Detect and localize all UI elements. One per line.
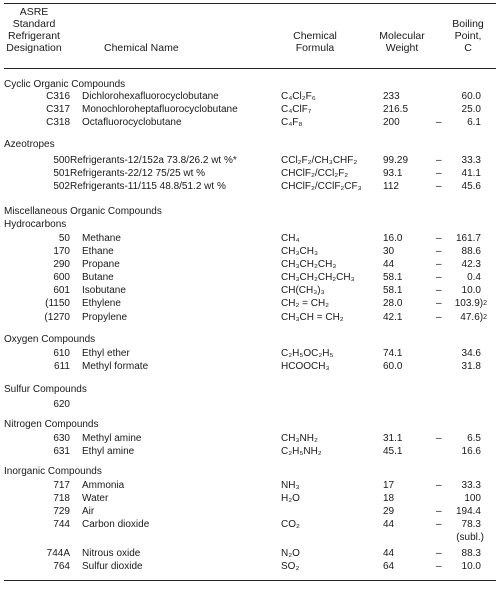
formula: CH₃CH = CH₂: [281, 312, 344, 323]
chemical-name: Nitrous oxide: [82, 548, 141, 559]
designation: 729: [53, 506, 70, 517]
section-sulfur: Sulfur Compounds: [4, 384, 87, 395]
molecular-weight: 28.0: [383, 298, 403, 309]
chemical-name: Refrigerants-22/12 75/25 wt %: [70, 168, 206, 179]
minus-sign: –: [436, 433, 442, 444]
boiling-point: 6.5: [467, 433, 481, 444]
minus-sign: –: [436, 168, 442, 179]
boiling-point: 16.6: [461, 446, 481, 457]
table-row: [0, 561, 500, 573]
chemical-name: Propane: [82, 259, 120, 270]
table-row: [0, 519, 500, 531]
boiling-point: 78.3: [461, 519, 481, 530]
molecular-weight: 200: [383, 117, 400, 128]
chemical-name: Refrigerants-12/152a 73.8/26.2 wt %*: [70, 155, 237, 166]
boiling-point: 88.6: [461, 246, 481, 257]
molecular-weight: 74.1: [383, 348, 403, 359]
molecular-weight: 93.1: [383, 168, 403, 179]
section-hydrocarbons: Hydrocarbons: [4, 219, 67, 230]
sublimation-note: (subl.): [456, 532, 484, 543]
formula: CH(CH₃)₃: [281, 285, 325, 296]
table-row: [0, 104, 500, 116]
molecular-weight: 99.29: [383, 155, 409, 166]
minus-sign: –: [436, 117, 442, 128]
minus-sign: –: [436, 312, 442, 323]
designation: C316: [46, 91, 70, 102]
molecular-weight: 29: [383, 506, 395, 517]
table-row: [0, 361, 500, 373]
designation: 170: [53, 246, 70, 257]
table-row: [0, 298, 500, 310]
boiling-point: 103.9)$^2$: [454, 298, 487, 309]
designation: 717: [53, 480, 70, 491]
formula: CH₄: [281, 233, 300, 244]
section-azeotropes: Azeotropes: [4, 139, 55, 150]
molecular-weight: 18: [383, 493, 395, 504]
boiling-point: 0.4: [467, 272, 481, 283]
boiling-point: 88.3: [461, 548, 481, 559]
boiling-point: 60.0: [461, 91, 481, 102]
formula: N₂O: [281, 548, 300, 559]
molecular-weight: 30: [383, 246, 395, 257]
table-row: [0, 272, 500, 284]
designation: (1150: [45, 298, 70, 309]
chemical-name: Methane: [82, 233, 121, 244]
boiling-point: 33.3: [461, 155, 481, 166]
table-row: [0, 548, 500, 560]
chemical-name: Butane: [82, 272, 114, 283]
molecular-weight: 42.1: [383, 312, 403, 323]
table-row: [0, 399, 500, 411]
chemical-name: Refrigerants-11/115 48.8/51.2 wt %: [70, 181, 226, 192]
designation: 764: [53, 561, 70, 572]
table-row: [0, 168, 500, 180]
minus-sign: –: [436, 272, 442, 283]
boiling-point: 100: [464, 493, 481, 504]
designation: (1270: [44, 312, 70, 323]
formula: C₄Cl₂F₆: [281, 91, 316, 102]
designation: 744A: [46, 548, 70, 559]
designation: 50: [58, 233, 70, 244]
chemical-name: Methyl formate: [82, 361, 149, 372]
header-formula: Chemical Formula: [293, 30, 337, 54]
section-oxygen: Oxygen Compounds: [4, 334, 96, 345]
minus-sign: –: [436, 285, 442, 296]
chemical-name: Sulfur dioxide: [82, 561, 143, 572]
formula: CH₃CH₃: [281, 246, 319, 257]
formula: C₂H₅NH₂: [281, 446, 322, 457]
molecular-weight: 16.0: [383, 233, 403, 244]
formula: CH₂ = CH₂: [281, 298, 330, 309]
section-nitrogen: Nitrogen Compounds: [4, 419, 99, 430]
boiling-point: 194.4: [455, 506, 481, 517]
chemical-name: Ethyl amine: [82, 446, 135, 457]
designation: 620: [53, 399, 70, 410]
designation: 610: [53, 348, 70, 359]
table-row: [0, 246, 500, 258]
chemical-name: Ethane: [82, 246, 114, 257]
formula: CH₃CH₂CH₃: [281, 259, 337, 270]
formula: CH₃CH₂CH₂CH₃: [281, 272, 355, 283]
chemical-name: Dichlorohexafluorocyclobutane: [82, 91, 219, 102]
designation: 502: [53, 181, 70, 192]
molecular-weight: 60.0: [383, 361, 403, 372]
minus-sign: –: [436, 548, 442, 559]
formula: HCOOCH₃: [281, 361, 330, 372]
designation: 744: [53, 519, 70, 530]
section-cyclic: Cyclic Organic Compounds: [4, 79, 126, 90]
chemical-name: Carbon dioxide: [82, 519, 150, 530]
table-row: [0, 433, 500, 445]
table-row: [0, 312, 500, 324]
boiling-point: 10.0: [461, 561, 481, 572]
minus-sign: –: [436, 181, 442, 192]
chemical-name: Octafluorocyclobutane: [82, 117, 182, 128]
formula: CHClF₂/CClF₂CF₃: [281, 181, 362, 192]
minus-sign: –: [436, 480, 442, 491]
boiling-point: 6.1: [467, 117, 481, 128]
top-rule: [4, 3, 496, 4]
boiling-point: 10.0: [461, 285, 481, 296]
table-row: [0, 181, 500, 193]
molecular-weight: 58.1: [383, 285, 403, 296]
molecular-weight: 45.1: [383, 446, 403, 457]
formula: SO₂: [281, 561, 300, 572]
formula: CCl₂F₂/CH₃CHF₂: [281, 155, 358, 166]
table-row: [0, 285, 500, 297]
minus-sign: –: [436, 298, 442, 309]
chemical-name: Water: [82, 493, 109, 504]
molecular-weight: 17: [383, 480, 395, 491]
boiling-point: 45.6: [461, 181, 481, 192]
molecular-weight: 44: [383, 519, 395, 530]
header-molecular-weight: Molecular Weight: [379, 30, 425, 54]
formula: NH₃: [281, 480, 300, 491]
molecular-weight: 233: [383, 91, 400, 102]
table-row: [0, 493, 500, 505]
boiling-point: 42.3: [461, 259, 481, 270]
formula: C₄ClF₇: [281, 104, 312, 115]
chemical-name: Monochloroheptafluorocyclobutane: [82, 104, 238, 115]
chemical-name: Methyl amine: [82, 433, 142, 444]
chemical-name: Ammonia: [82, 480, 125, 491]
formula: C₄F₈: [281, 117, 303, 128]
boiling-point: 47.6)$^2$: [460, 312, 487, 323]
designation: C318: [46, 117, 70, 128]
table-row: [0, 117, 500, 129]
minus-sign: –: [436, 155, 442, 166]
minus-sign: –: [436, 246, 442, 257]
table-row: [0, 259, 500, 271]
designation: 500: [53, 155, 70, 166]
header-boiling-point: Boiling Point, C: [452, 18, 484, 54]
boiling-point: 41.1: [461, 168, 481, 179]
table-row: [0, 233, 500, 245]
molecular-weight: 216.5: [383, 104, 409, 115]
molecular-weight: 44: [383, 259, 395, 270]
molecular-weight: 31.1: [383, 433, 403, 444]
section-inorganic: Inorganic Compounds: [4, 466, 102, 477]
table-row: [0, 91, 500, 103]
designation: 611: [54, 361, 70, 372]
minus-sign: –: [436, 233, 442, 244]
boiling-point: 31.8: [461, 361, 481, 372]
designation: 600: [53, 272, 70, 283]
chemical-name: Propylene: [82, 312, 128, 323]
chemical-name: Ethyl ether: [82, 348, 130, 359]
table-row: [0, 446, 500, 458]
formula: C₂H₅OC₂H₅: [281, 348, 334, 359]
designation: 601: [53, 285, 70, 296]
chemical-name: Isobutane: [82, 285, 126, 296]
designation: 290: [53, 259, 70, 270]
boiling-point: 161.7: [455, 233, 481, 244]
minus-sign: –: [436, 519, 442, 530]
chemical-name: Air: [82, 506, 95, 517]
table-row: [0, 155, 500, 167]
section-misc-organic: Miscellaneous Organic Compounds: [4, 206, 162, 217]
bottom-rule: [4, 580, 496, 581]
table-row: [0, 506, 500, 518]
formula: CHClF₂/CCl₂F₂: [281, 168, 349, 179]
table-row: [0, 348, 500, 360]
designation: 718: [53, 493, 70, 504]
footnote-marker: 2: [483, 300, 487, 307]
boiling-point: 34.6: [461, 348, 481, 359]
molecular-weight: 44: [383, 548, 395, 559]
table-row: [0, 480, 500, 492]
header-chemical-name: Chemical Name: [104, 42, 179, 54]
minus-sign: –: [436, 259, 442, 270]
chemical-name: Ethylene: [82, 298, 121, 309]
formula: H₂O: [281, 493, 300, 504]
minus-sign: –: [436, 506, 442, 517]
minus-sign: –: [436, 561, 442, 572]
footnote-marker: 2: [483, 314, 487, 321]
designation: C317: [46, 104, 70, 115]
designation: 501: [53, 168, 70, 179]
molecular-weight: 64: [383, 561, 395, 572]
designation: 631: [53, 446, 70, 457]
formula: CH₃NH₂: [281, 433, 318, 444]
formula: CO₂: [281, 519, 300, 530]
boiling-point: 25.0: [461, 104, 481, 115]
table-row-note: [0, 532, 500, 544]
boiling-point: 33.3: [461, 480, 481, 491]
molecular-weight: 112: [383, 181, 399, 192]
molecular-weight: 58.1: [383, 272, 403, 283]
header-rule: [4, 68, 496, 69]
designation: 630: [53, 433, 70, 444]
header-designation: ASRE Standard Refrigerant Designation: [6, 6, 62, 54]
